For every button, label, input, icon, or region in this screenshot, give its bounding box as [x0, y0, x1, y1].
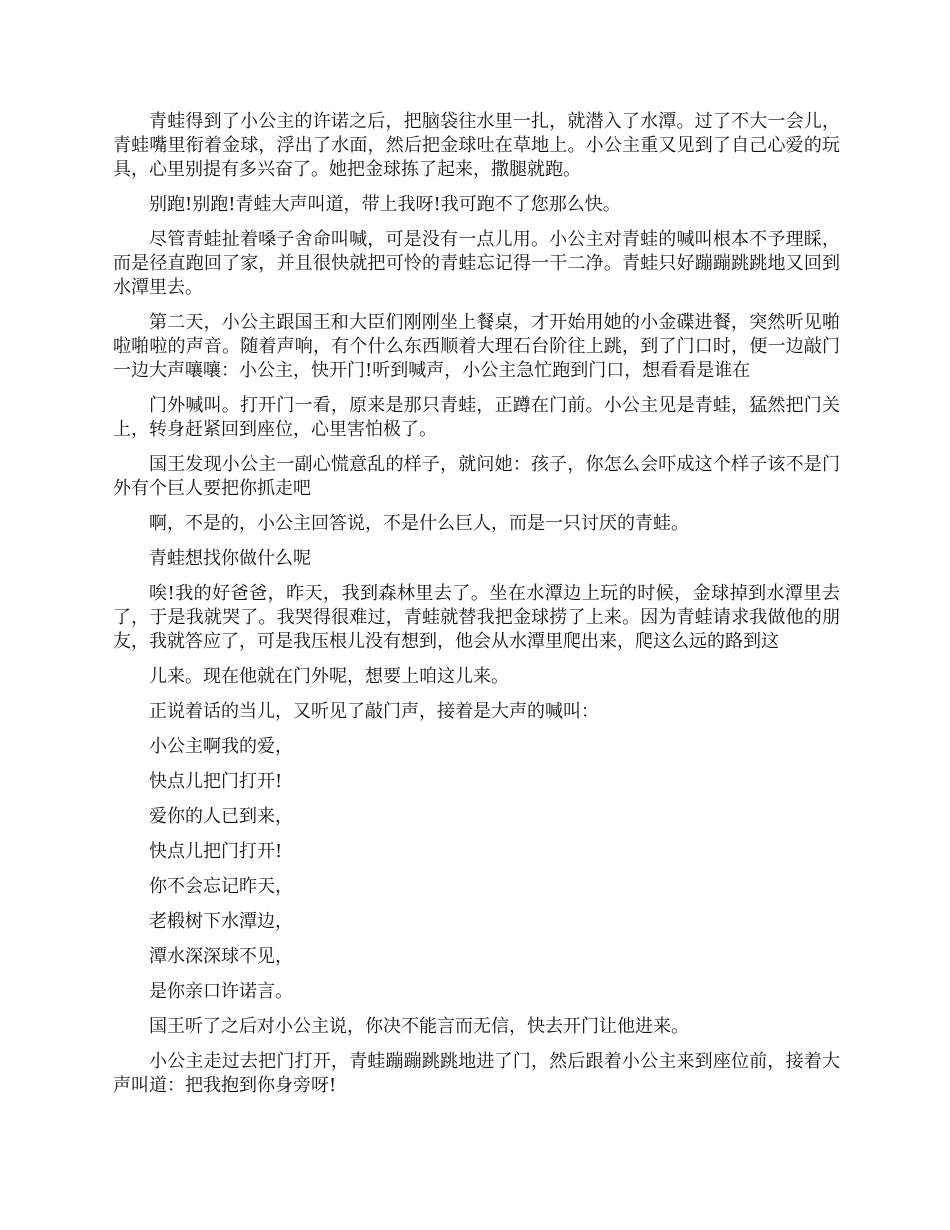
- verse-line: 爱你的人已到来，: [149, 806, 293, 827]
- verse-line: 小公主啊我的爱，: [149, 736, 293, 757]
- verse-line: 你不会忘记昨天，: [149, 876, 293, 897]
- paragraph: 别跑!别跑!青蛙大声叫道，带上我呀!我可跑不了您那么快。: [149, 194, 621, 215]
- paragraph: 尽管青蛙扯着嗓子舍命叫喊，可是没有一点儿用。小公主对青蛙的喊叫根本不予理睬，而是径直跑回了家，并且很快就把可怜的青蛙忘记得一干二净。青蛙只好蹦蹦跳跳地又回到水潭里去。: [113, 229, 840, 298]
- verse-line: 是你亲口许诺言。: [149, 981, 293, 1002]
- story-text-body: [113, 110, 840, 1109]
- paragraph: 啊，不是的，小公主回答说，不是什么巨人，而是一只讨厌的青蛙。: [149, 513, 689, 534]
- paragraph: 青蛙想找你做什么呢: [149, 548, 311, 569]
- verse-line: 快点儿把门打开!: [149, 771, 283, 792]
- verse-line: 老椴树下水潭边，: [149, 911, 293, 932]
- paragraph: 唉!我的好爸爸，昨天，我到森林里去了。坐在水潭边上玩的时候，金球掉到水潭里去了，于是我就哭了。我哭得很难过，青蛙就替我把金球捞了上来。因为青蛙请求我做他的朋友，我就答应了，可是我压根儿没有想到，他会从水潭里爬出来，爬这么远的路到这: [113, 583, 840, 652]
- paragraph: 门外喊叫。打开门一看，原来是那只青蛙，正蹲在门前。小公主见是青蛙，猛然把门关上，转身赶紧回到座位，心里害怕极了。: [113, 395, 840, 440]
- paragraph: 儿来。现在他就在门外呢，想要上咱这儿来。: [149, 666, 509, 687]
- paragraph: 国王发现小公主一副心慌意乱的样子，就问她：孩子，你怎么会吓成这个样子该不是门外有个巨人要把你抓走吧: [113, 454, 840, 499]
- verse-line: 潭水深深球不见，: [149, 946, 293, 967]
- paragraph: 第二天，小公主跟国王和大臣们刚刚坐上餐桌，才开始用她的小金碟进餐，突然听见啪啦啪啦的声音。随着声响，有个什么东西顺着大理石台阶往上跳，到了门口时，便一边敲门一边大声嚷嚷：小公主，快开门!听到喊声，小公主急忙跑到门口，想看看是谁在: [113, 312, 840, 381]
- paragraph: 青蛙得到了小公主的许诺之后，把脑袋往水里一扎，就潜入了水潭。过了不大一会儿，青蛙嘴里衔着金球，浮出了水面，然后把金球吐在草地上。小公主重又见到了自己心爱的玩具，心里别提有多兴奋了。她把金球拣了起来，撒腿就跑。: [113, 111, 840, 180]
- verse-line: 快点儿把门打开!: [149, 841, 283, 862]
- paragraph: 正说着话的当儿，又听见了敲门声，接着是大声的喊叫：: [149, 701, 599, 722]
- paragraph: 小公主走过去把门打开，青蛙蹦蹦跳跳地进了门，然后跟着小公主来到座位前，接着大声叫道：把我抱到你身旁呀!: [113, 1051, 840, 1096]
- paragraph: 国王听了之后对小公主说，你决不能言而无信，快去开门让他进来。: [149, 1016, 689, 1037]
